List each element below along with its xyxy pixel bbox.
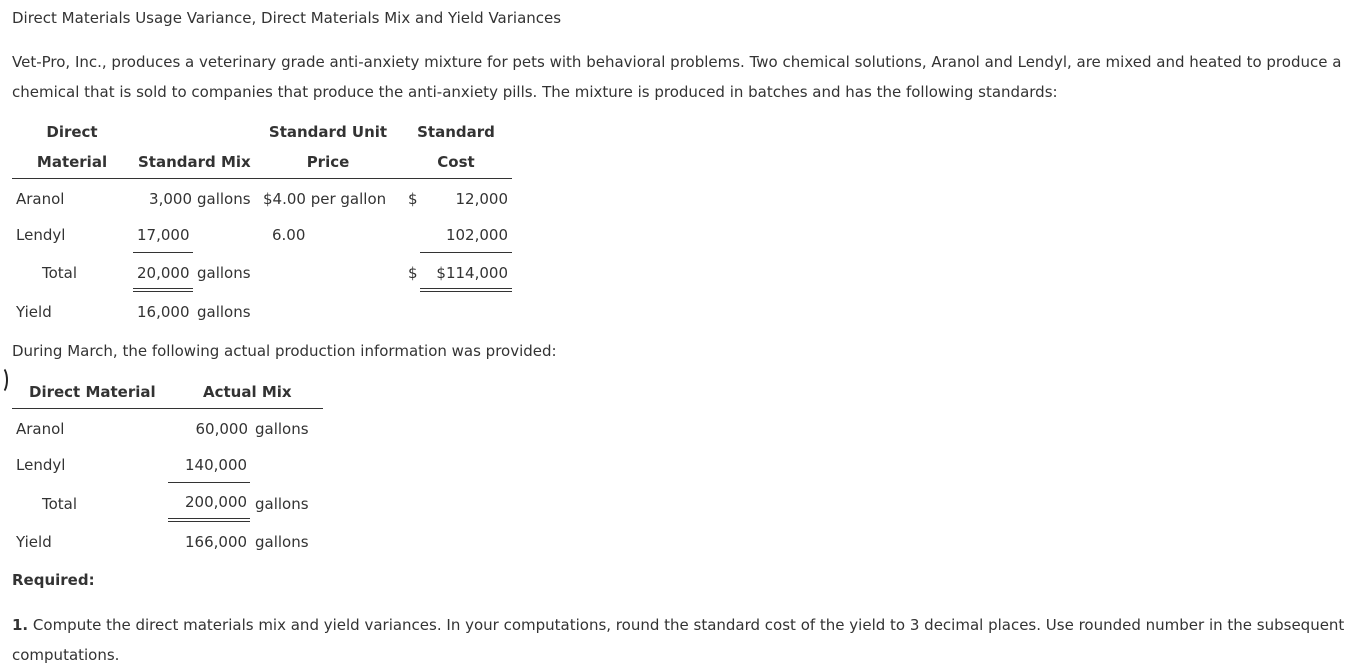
question-line-2: computations. <box>12 646 120 664</box>
row-price: $4.00 per gallon <box>263 190 387 208</box>
header-actual-mix: Actual Mix <box>203 383 292 401</box>
row-mix-unit: gallons <box>197 190 251 208</box>
intro-line-1: Vet-Pro, Inc., produces a veterinary grade anti-anxiety mixture for pets with behavioral problems. Two chemical solutions, Aranol and Lendyl, are mixed and heated to produce a <box>12 53 1342 71</box>
header-direct-material: Direct Material <box>29 383 156 401</box>
row-cost: 102,000 <box>445 226 508 244</box>
row-mix: 140,000 <box>185 456 248 474</box>
page-edge-mark <box>0 366 8 394</box>
header-standard-cost-1: Standard <box>417 123 495 141</box>
total-mix: 20,000 <box>137 264 190 282</box>
header-standard-mix: Standard Mix <box>138 153 251 171</box>
row-cost-symbol: $ <box>408 190 418 208</box>
actual-header-rule <box>12 408 323 409</box>
total-mix: 200,000 <box>185 493 248 511</box>
yield-label: Yield <box>16 533 52 551</box>
actual-subtotal-rule <box>168 482 250 483</box>
total-cost-symbol: $ <box>408 264 418 282</box>
row-price: 6.00 <box>272 226 306 244</box>
yield-label: Yield <box>16 303 52 321</box>
row-mix: 60,000 <box>195 420 248 438</box>
mix-total-double-rule <box>133 288 193 292</box>
intro-line-2: chemical that is sold to companies that produce the anti-anxiety pills. The mixture is produced in batches and has the following standards: <box>12 83 1058 101</box>
yield-unit: gallons <box>197 303 251 321</box>
mix-subtotal-rule <box>133 252 193 253</box>
cost-subtotal-rule <box>420 252 512 253</box>
row-material: Aranol <box>16 420 65 438</box>
page-title: Direct Materials Usage Variance, Direct Materials Mix and Yield Variances <box>12 9 562 27</box>
total-mix-unit: gallons <box>255 495 309 513</box>
row-cost: 12,000 <box>455 190 508 208</box>
row-material: Lendyl <box>16 226 66 244</box>
actual-total-double-rule <box>168 518 250 522</box>
question-number: 1. <box>12 616 29 634</box>
row-material: Lendyl <box>16 456 66 474</box>
row-mix-unit: gallons <box>255 420 309 438</box>
total-label: Total <box>42 264 78 282</box>
row-material: Aranol <box>16 190 65 208</box>
required-label: Required: <box>12 571 95 589</box>
header-unit-price-1: Standard Unit <box>268 123 388 141</box>
header-unit-price-2: Price <box>306 153 350 171</box>
total-label: Total <box>42 495 78 513</box>
yield-value: 166,000 <box>185 533 248 551</box>
question-text: Compute the direct materials mix and yield variances. In your computations, round the standard cost of the yield to 3 decimal places. Use rounded number in the subsequent <box>32 616 1345 634</box>
header-material: Material <box>36 153 108 171</box>
question-line-1 <box>12 615 1344 635</box>
header-standard-cost-2: Cost <box>437 153 475 171</box>
yield-value: 16,000 <box>137 303 190 321</box>
row-mix: 3,000 <box>149 190 192 208</box>
header-rule <box>12 178 512 179</box>
header-direct: Direct <box>46 123 98 141</box>
cost-total-double-rule <box>420 288 512 292</box>
yield-unit: gallons <box>255 533 309 551</box>
total-cost: $114,000 <box>436 264 508 282</box>
total-mix-unit: gallons <box>197 264 251 282</box>
march-intro: During March, the following actual production information was provided: <box>12 342 557 360</box>
row-mix: 17,000 <box>137 226 190 244</box>
